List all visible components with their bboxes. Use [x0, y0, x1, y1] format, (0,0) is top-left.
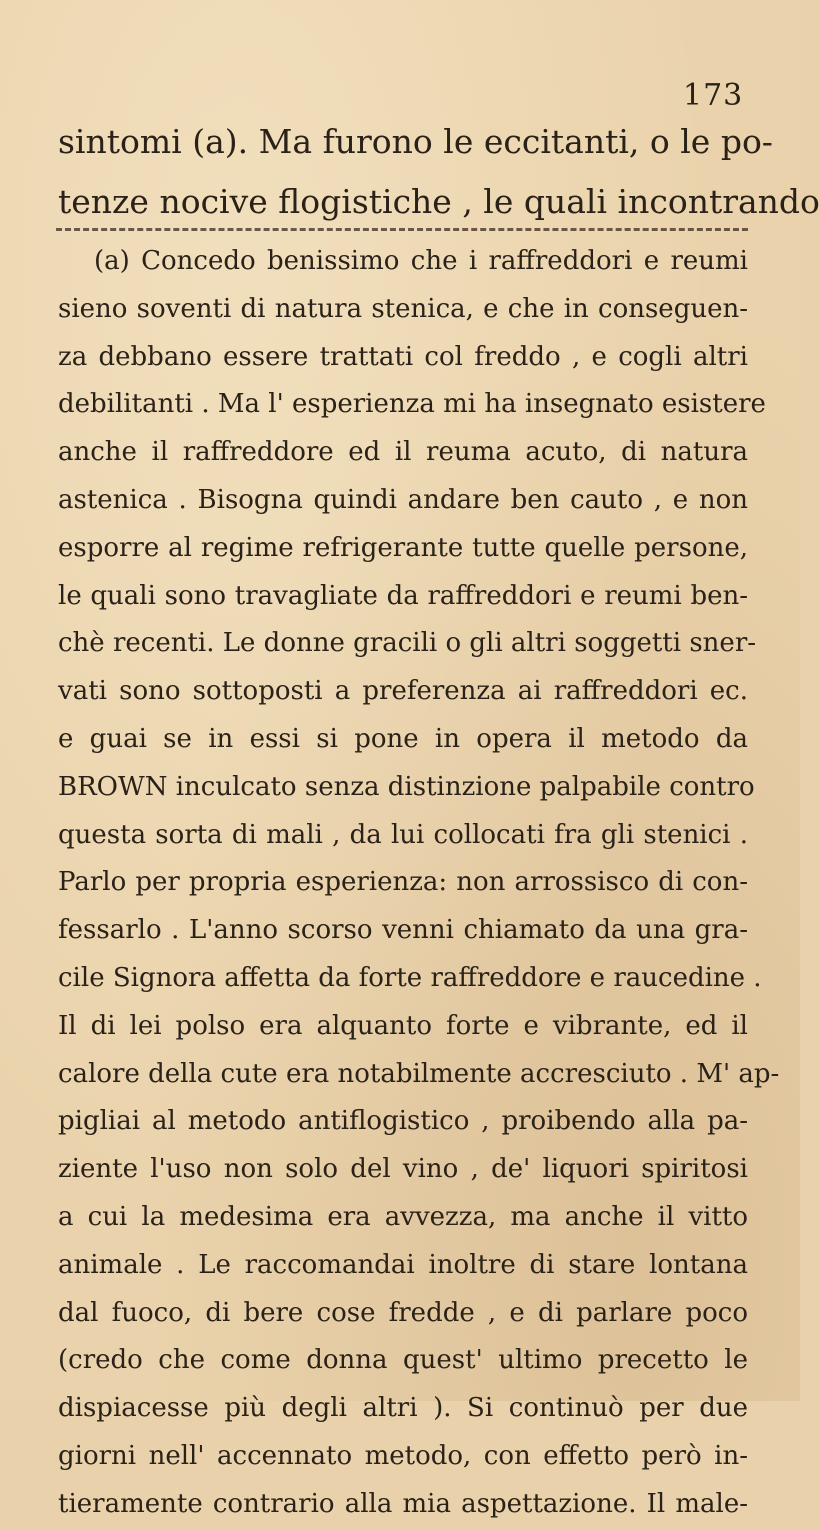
footnote-line: le quali sono travagliate da raffreddori e reumi ben-	[58, 580, 748, 611]
footnote-line: tieramente contrario alla mia aspettazione. Il male-	[58, 1488, 748, 1519]
page-number: 173	[683, 78, 744, 113]
footnote-line: ziente l'uso non solo del vino , de' liquori spiritosi	[58, 1154, 748, 1185]
footnote-line: za debbano essere trattati col freddo , e cogli altri	[58, 341, 748, 372]
main-text-line: tenze nocive flogistiche , le quali incontrando	[58, 182, 820, 221]
footnote-line: a cui la medesima era avvezza, ma anche il vitto	[58, 1201, 748, 1232]
footnote-line: animale . Le raccomandai inoltre di stare lontana	[58, 1249, 748, 1280]
footnote-line: debilitanti . Ma l' esperienza mi ha insegnato esistere	[58, 389, 766, 420]
footnote-line: BROWN inculcato senza distinzione palpabile contro	[58, 771, 755, 802]
footnote-line: vati sono sottoposti a preferenza ai raffreddori ec.	[58, 676, 748, 707]
footnote-line: questa sorta di mali , da lui collocati fra gli stenici .	[58, 819, 748, 850]
main-text-line: sintomi (a). Ma furono le eccitanti, o le po-	[58, 122, 773, 161]
footnote-line: dispiacesse più degli altri ). Si continuò per due	[58, 1393, 748, 1424]
footnote-line: e guai se in essi si pone in opera il metodo da	[58, 723, 748, 754]
footnote-separator-rule	[56, 228, 748, 231]
footnote-line: dal fuoco, di bere cose fredde , e di parlare poco	[58, 1297, 748, 1328]
footnote-line: (a) Concedo benissimo che i raffreddori e reumi	[94, 246, 748, 276]
footnote-line: Parlo per propria esperienza: non arrossisco di con-	[58, 867, 748, 898]
footnote-line: calore della cute era notabilmente accresciuto . M' ap-	[58, 1058, 780, 1089]
main-text	[58, 112, 820, 232]
footnote-line: (credo che come donna quest' ultimo precetto le	[58, 1345, 748, 1376]
footnote-line: chè recenti. Le donne gracili o gli altri soggetti sner-	[58, 628, 757, 659]
footnote-line: astenica . Bisogna quindi andare ben cauto , e non	[58, 484, 748, 515]
footnote-line: giorni nell' accennato metodo, con effetto però in-	[58, 1440, 748, 1471]
footnote-line: esporre al regime refrigerante tutte quelle persone,	[58, 532, 748, 563]
footnote-line: anche il raffreddore ed il reuma acuto, di natura	[58, 437, 748, 468]
footnote-line: fessarlo . L'anno scorso venni chiamato da una gra-	[58, 915, 748, 946]
footnote-line: cile Signora affetta da forte raffreddore e raucedine .	[58, 962, 762, 993]
footnote-line: sieno soventi di natura stenica, e che in conseguen-	[58, 293, 748, 324]
footnote	[58, 238, 780, 1529]
footnote-line: pigliai al metodo antiflogistico , proibendo alla pa-	[58, 1106, 748, 1137]
footnote-line: Il di lei polso era alquanto forte e vibrante, ed il	[58, 1010, 748, 1041]
